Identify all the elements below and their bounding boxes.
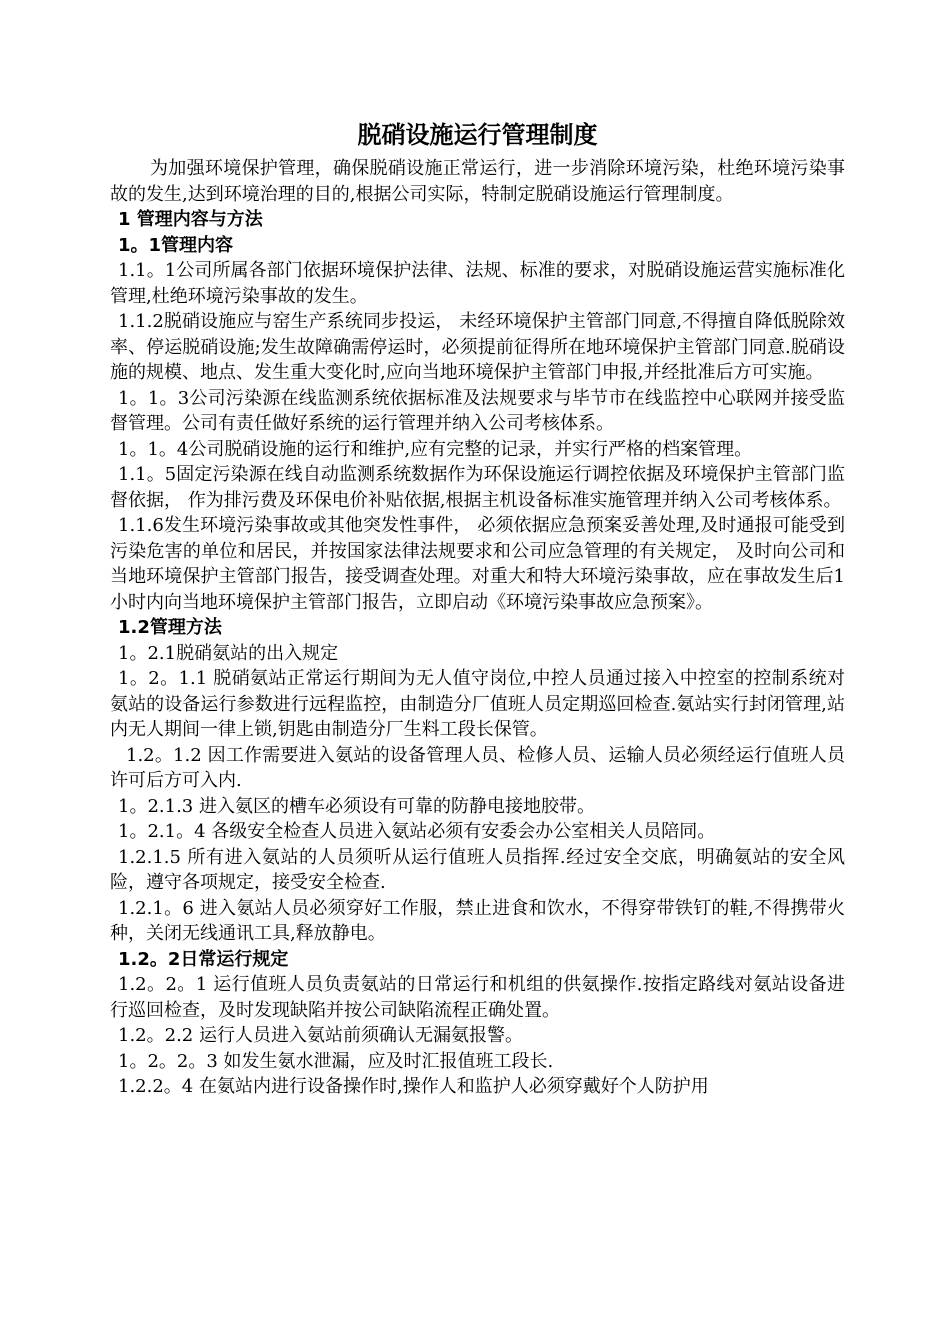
clause-1-2-1-1: 1。2。1.1 脱硝氨站正常运行期间为无人值守岗位,中控人员通过接入中控室的控制系统对氨站的设备运行参数进行远程监控，由制造分厂值班人员定期巡回检查.氨站实行封闭管理,站内无人期间一律上锁,钥匙由制造分厂生料工段长保管。: [110, 668, 845, 740]
clause-1-2-2-3: 1。2。2。3 如发生氨水泄漏，应及时汇报值班工段长.: [118, 1050, 554, 1072]
intro-paragraph: 为加强环境保护管理，确保脱硝设施正常运行，进一步消除环境污染，杜绝环境污染事故的发生,达到环境治理的目的,根据公司实际，特制定脱硝设施运行管理制度。: [110, 158, 845, 205]
clause-1-1-2: 1.1.2脱硝设施应与窑生产系统同步投运， 未经环境保护主管部门同意,不得擅自降低脱除效率、停运脱硝设施;发生故障确需停运时，必须提前征得所在地环境保护主管部门同意.脱硝设施的规模、地点、发生重大变化时,应向当地环境保护主管部门申报,并经批准后方可实施。: [110, 311, 845, 383]
clause-1-1-6: 1.1.6发生环境污染事故或其他突发性事件， 必须依据应急预案妥善处理,及时通报可能受到污染危害的单位和居民，并按国家法律法规要求和公司应急管理的有关规定， 及时向公司和当地环境保护主管部门报告，接受调查处理。对重大和特大环境污染事故，应在事故发生后1小时内向当地环境保护主管部门报告，立即启动《环境污染事故应急预案》。: [110, 515, 845, 613]
clause-1-1-3: 1。1。3公司污染源在线监测系统依据标准及法规要求与毕节市在线监控中心联网并接受监督管理。公司有责任做好系统的运行管理并纳入公司考核体系。: [110, 387, 845, 434]
clause-1-2-1-3: 1。2.1.3 进入氨区的槽车必须设有可靠的防静电接地胶带。: [118, 795, 595, 817]
section-heading-1-2-2: 1.2。2日常运行规定: [118, 948, 289, 970]
section-heading-1-1: 1。1管理内容: [118, 234, 234, 256]
section-heading-1: 1 管理内容与方法: [118, 209, 263, 230]
clause-1-2-2-1: 1.2。2。1 运行值班人员负责氨站的日常运行和机组的供氨操作.按指定路线对氨站设备进行巡回检查，及时发现缺陷并按公司缺陷流程正确处置。: [110, 974, 845, 1021]
clause-1-2-1-4: 1。2.1。4 各级安全检查人员进入氨站必须有安委会办公室相关人员陪同。: [118, 821, 716, 842]
clause-1-2-1-6: 1.2.1。6 进入氨站人员必须穿好工作服，禁止进食和饮水，不得穿带铁钉的鞋,不得携带火种，关闭无线通讯工具,释放静电。: [110, 897, 845, 944]
clause-1-2-1: 1。2.1脱硝氨站的出入规定: [118, 642, 339, 664]
clause-1-2-2-4: 1.2.2。4 在氨站内进行设备操作时,操作人和监护人必须穿戴好个人防护用: [118, 1076, 709, 1097]
section-heading-1-2: 1.2管理方法: [118, 617, 222, 638]
clause-1-1-4: 1。1。4公司脱硝设施的运行和维护,应有完整的记录，并实行严格的档案管理。: [118, 438, 753, 460]
clause-1-2-2-2: 1.2。2.2 运行人员进入氨站前须确认无漏氨报警。: [118, 1025, 523, 1046]
clause-1-1-5: 1.1。5固定污染源在线自动监测系统数据作为环保设施运行调控依据及环境保护主管部门监督依据， 作为排污费及环保电价补贴依据,根据主机设备标准实施管理并纳入公司考核体系。: [110, 464, 845, 511]
clause-1-2-1-2: 1.2。1.2 因工作需要进入氨站的设备管理人员、检修人员、运输人员必须经运行值班人员许可后方可入内.: [110, 744, 845, 791]
clause-1-1-1: 1.1。1公司所属各部门依据环境保护法律、法规、标准的要求，对脱硝设施运营实施标准化管理,杜绝环境污染事故的发生。: [110, 260, 845, 307]
document-title: 脱硝设施运行管理制度: [357, 121, 598, 149]
document-page: [110, 116, 845, 1100]
clause-1-2-1-5: 1.2.1.5 所有进入氨站的人员须听从运行值班人员指挥.经过安全交底，明确氨站的安全风险，遵守各项规定，接受安全检查.: [110, 846, 845, 893]
